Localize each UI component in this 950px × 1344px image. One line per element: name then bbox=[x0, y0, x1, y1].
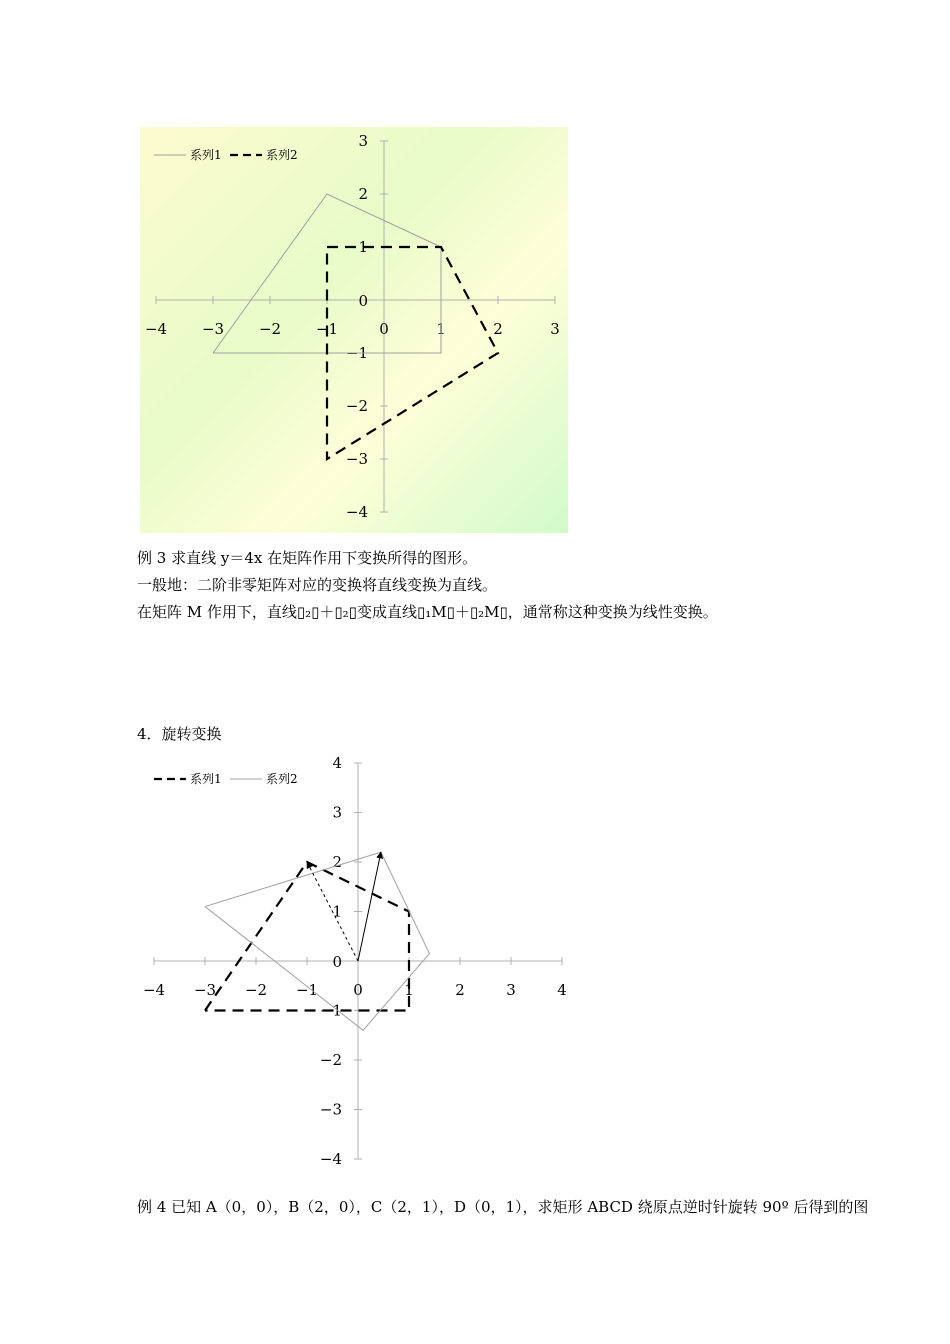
series-line-2 bbox=[205, 852, 429, 1030]
x-tick-label: 1 bbox=[436, 320, 446, 338]
y-tick-label: −2 bbox=[345, 397, 368, 415]
y-tick-label: −1 bbox=[345, 344, 368, 362]
x-tick-label: 0 bbox=[379, 320, 389, 338]
y-tick-label: 1 bbox=[358, 238, 368, 256]
y-tick-label: 4 bbox=[332, 754, 342, 772]
legend-label-1: 系列1 bbox=[190, 148, 222, 162]
example-4-text: 例 4 已知 A（0，0），B（2，0），C（2，1），D（0，1），求矩形 ABCD 绕原点逆时针旋转 90º 后得到的图 bbox=[137, 1198, 869, 1216]
y-tick-label: 0 bbox=[332, 953, 342, 971]
x-tick-label: −1 bbox=[315, 320, 339, 338]
x-tick-label: −4 bbox=[142, 981, 166, 999]
x-tick-label: −3 bbox=[193, 981, 217, 999]
legend-label-2: 系列2 bbox=[266, 772, 298, 786]
x-tick-label: −4 bbox=[144, 320, 168, 338]
x-tick-label: 4 bbox=[557, 981, 567, 999]
x-tick-label: 3 bbox=[550, 320, 560, 338]
linear-transform-text: 在矩阵 M 作用下，直线▯₂▯＋▯₂▯变成直线▯₁M▯＋▯₂M▯，通常称这种变换为线性变换。 bbox=[137, 603, 718, 621]
y-tick-label: −3 bbox=[345, 450, 368, 468]
chart-2 bbox=[140, 755, 580, 1175]
y-tick-label: 2 bbox=[358, 185, 368, 203]
y-tick-label: 3 bbox=[332, 803, 342, 822]
example-3-text: 例 3 求直线 y＝4x 在矩阵作用下变换所得的图形。 bbox=[137, 549, 478, 567]
x-tick-label: 2 bbox=[455, 981, 465, 999]
y-tick-label: −3 bbox=[319, 1100, 342, 1119]
chart-1-svg bbox=[140, 127, 568, 533]
x-tick-label: −2 bbox=[244, 981, 268, 999]
rotation-arrow-1 bbox=[307, 862, 358, 961]
x-tick-label: 1 bbox=[404, 981, 414, 999]
x-tick-label: −1 bbox=[295, 981, 319, 999]
chart-2-svg bbox=[140, 755, 580, 1175]
chart-1 bbox=[140, 127, 568, 533]
legend-label-1: 系列1 bbox=[190, 772, 222, 786]
y-tick-label: −4 bbox=[345, 503, 368, 521]
y-tick-label: 3 bbox=[358, 132, 368, 150]
general-statement-text: 一般地：二阶非零矩阵对应的变换将直线变换为直线。 bbox=[137, 576, 498, 594]
x-tick-label: −3 bbox=[201, 320, 225, 338]
rotation-arrow-2 bbox=[358, 852, 381, 961]
y-tick-label: −1 bbox=[319, 1001, 342, 1020]
y-tick-label: 2 bbox=[332, 853, 342, 871]
x-tick-label: 2 bbox=[493, 320, 503, 338]
x-tick-label: −2 bbox=[258, 320, 282, 338]
section-heading-rotation: 4．旋转变换 bbox=[137, 725, 222, 743]
y-tick-label: 0 bbox=[358, 292, 368, 310]
y-tick-label: −4 bbox=[319, 1150, 342, 1168]
y-tick-label: 1 bbox=[332, 902, 342, 921]
x-tick-label: 3 bbox=[506, 981, 516, 999]
legend-label-2: 系列2 bbox=[266, 148, 298, 162]
x-tick-label: 0 bbox=[353, 981, 363, 999]
y-tick-label: −2 bbox=[319, 1051, 342, 1069]
